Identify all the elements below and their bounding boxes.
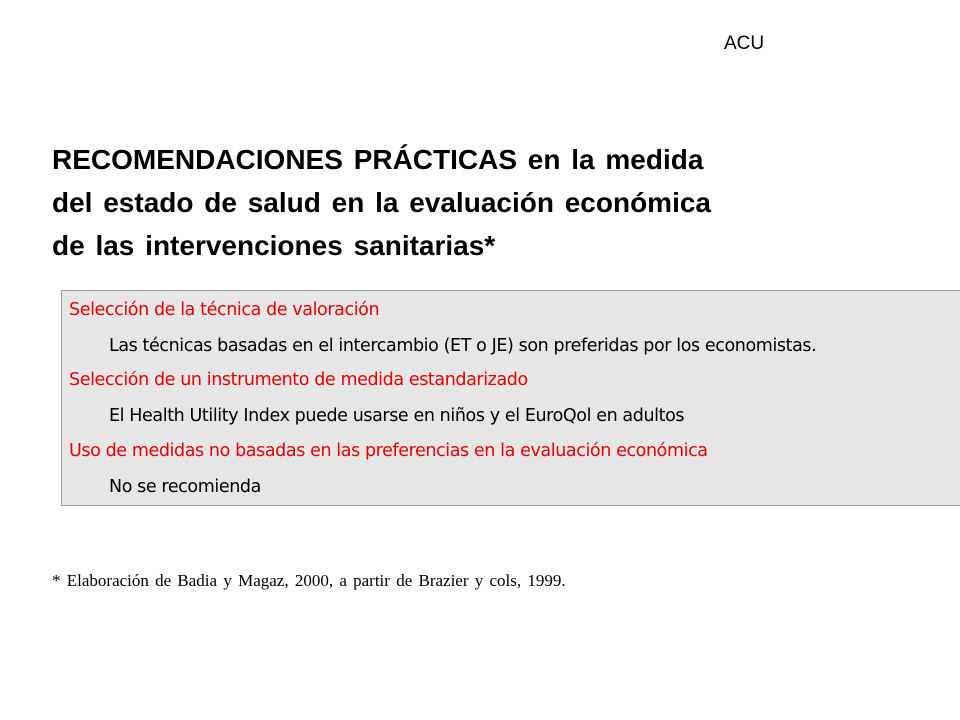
recommendation-text-1: Las técnicas basadas en el intercambio (ET o JE) son preferidas por los economistas.	[109, 336, 817, 356]
title-line-2: del estado de salud en la evaluación económica	[52, 187, 711, 218]
corner-tag: ACU	[724, 33, 765, 54]
footnote: * Elaboración de Badia y Magaz, 2000, a partir de Brazier y cols, 1999.	[52, 571, 566, 590]
recommendation-text-2: El Health Utility Index puede usarse en niños y el EuroQol en adultos	[109, 406, 685, 426]
recommendations-box	[61, 290, 960, 506]
recommendation-heading-2: Selección de un instrumento de medida estandarizado	[69, 370, 528, 390]
page-title	[52, 138, 892, 267]
recommendation-text-3: No se recomienda	[109, 477, 261, 497]
recommendation-heading-1: Selección de la técnica de valoración	[69, 300, 380, 320]
title-line-3: de las intervenciones sanitarias*	[52, 230, 496, 261]
recommendation-heading-3: Uso de medidas no basadas en las preferencias en la evaluación económica	[69, 441, 708, 461]
title-line-1: RECOMENDACIONES PRÁCTICAS en la medida	[52, 144, 704, 175]
